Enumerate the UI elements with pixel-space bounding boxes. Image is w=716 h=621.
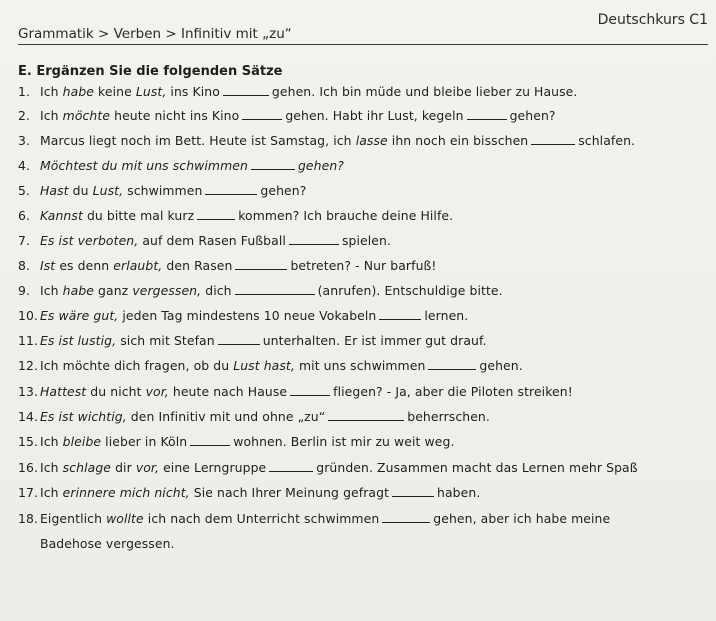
exercise-text: [40, 158, 344, 173]
course-title: Deutschkurs C1: [597, 12, 708, 28]
exercise-text: [40, 485, 480, 500]
text-segment: den Rasen: [162, 258, 233, 273]
text-segment: du bitte mal kurz: [82, 208, 195, 223]
exercise-item: [18, 409, 490, 424]
italic-phrase: Es ist wichtig,: [40, 409, 127, 424]
text-segment: spielen.: [341, 233, 391, 248]
italic-phrase: schlage: [62, 460, 112, 475]
exercise-item: [18, 460, 638, 475]
exercise-text: [40, 460, 638, 475]
exercise-number: 14.: [18, 409, 39, 424]
answer-blank[interactable]: [242, 108, 282, 120]
text-segment: jeden Tag mindestens 10 neue Vokabeln: [118, 308, 377, 323]
answer-blank[interactable]: [223, 84, 269, 96]
exercise-item: [18, 84, 577, 99]
exercise-text: [40, 133, 635, 148]
header-divider: [18, 44, 708, 45]
text-segment: ganz: [94, 283, 133, 298]
italic-phrase: Ist: [40, 258, 56, 273]
exercise-item: [18, 308, 468, 323]
text-segment: schwimmen: [123, 183, 203, 198]
exercise-text: [40, 333, 487, 348]
text-segment: gehen?: [260, 183, 307, 198]
exercise-number: 6.: [18, 208, 31, 223]
exercise-item: [18, 258, 437, 273]
exercise-item: [18, 183, 306, 198]
text-segment: heute nach Hause: [168, 384, 288, 399]
exercise-text: [40, 108, 556, 123]
text-segment: Sie nach Ihrer Meinung gefragt: [189, 485, 390, 500]
text-segment: schlafen.: [578, 133, 636, 148]
exercise-text: [40, 434, 455, 449]
exercise-text: [40, 358, 523, 373]
text-segment: dir: [111, 460, 136, 475]
exercise-item: [18, 358, 523, 373]
exercise-text: [40, 233, 391, 248]
italic-phrase: Es ist lustig,: [40, 333, 117, 348]
exercise-text: [40, 308, 468, 323]
section-title: E. Ergänzen Sie die folgenden Sätze: [18, 64, 283, 79]
exercise-text: [40, 258, 437, 273]
exercise-number: 17.: [18, 485, 39, 500]
italic-phrase: Es ist verboten,: [40, 233, 139, 248]
text-segment: gehen, aber ich habe meine: [433, 511, 611, 526]
text-segment: ich nach dem Unterricht schwimmen: [143, 511, 380, 526]
text-segment: lieber in Köln: [101, 434, 188, 449]
text-segment: keine: [94, 84, 136, 99]
italic-phrase: habe: [62, 283, 95, 298]
italic-phrase: lasse: [355, 133, 388, 148]
italic-phrase: möchte: [62, 108, 111, 123]
text-segment: wohnen. Berlin ist mir zu weit weg.: [233, 434, 455, 449]
exercise-text: [40, 84, 577, 99]
exercise-item: [18, 208, 453, 223]
exercise-text: [40, 511, 610, 526]
text-segment: gehen.: [479, 358, 523, 373]
exercise-number: 10.: [18, 308, 39, 323]
text-segment: Badehose vergessen.: [40, 536, 175, 551]
exercise-text: [40, 208, 453, 223]
answer-blank[interactable]: [392, 485, 434, 497]
exercise-number: 13.: [18, 384, 39, 399]
answer-blank[interactable]: [269, 460, 313, 472]
answer-blank[interactable]: [251, 158, 295, 170]
answer-blank[interactable]: [235, 283, 315, 295]
italic-phrase: bleibe: [62, 434, 102, 449]
exercise-item: [18, 133, 635, 148]
text-segment: lernen.: [424, 308, 469, 323]
text-segment: Marcus liegt noch im Bett. Heute ist Samstag, ich: [40, 133, 356, 148]
italic-phrase: Hattest: [40, 384, 87, 399]
italic-phrase: vergessen,: [132, 283, 202, 298]
exercise-item: [18, 333, 487, 348]
text-segment: Ich: [40, 485, 63, 500]
text-segment: eine Lerngruppe: [159, 460, 267, 475]
exercise-number: 16.: [18, 460, 39, 475]
exercise-item: [18, 233, 391, 248]
exercise-number: 7.: [18, 233, 31, 248]
italic-phrase: Hast: [40, 183, 69, 198]
answer-blank[interactable]: [531, 133, 575, 145]
exercise-text: [40, 409, 490, 424]
text-segment: Ich möchte dich fragen, ob du: [40, 358, 234, 373]
exercise-item: [18, 434, 455, 449]
text-segment: es denn: [55, 258, 114, 273]
exercise-number: 11.: [18, 333, 39, 348]
exercise-item: [18, 485, 480, 500]
exercise-text: [40, 536, 175, 551]
text-segment: Ich: [40, 460, 63, 475]
exercise-number: 8.: [18, 258, 31, 273]
exercise-text: [40, 183, 306, 198]
text-segment: Ich: [40, 434, 63, 449]
italic-phrase: wollte: [106, 511, 144, 526]
answer-blank[interactable]: [379, 308, 421, 320]
italic-phrase: Lust hast,: [233, 358, 295, 373]
text-segment: dich: [201, 283, 232, 298]
text-segment: haben.: [437, 485, 481, 500]
text-segment: kommen? Ich brauche deine Hilfe.: [238, 208, 454, 223]
text-segment: Eigentlich: [40, 511, 107, 526]
exercise-number: 12.: [18, 358, 39, 373]
italic-phrase: gehen?: [297, 158, 344, 173]
text-segment: Ich: [40, 84, 63, 99]
italic-phrase: erinnere mich nicht,: [62, 485, 190, 500]
text-segment: Ich: [40, 108, 63, 123]
exercise-item: [18, 511, 610, 526]
text-segment: (anrufen). Entschuldige bitte.: [317, 283, 503, 298]
text-segment: mit uns schwimmen: [294, 358, 426, 373]
exercise-text: [40, 283, 503, 298]
page-header: [0, 0, 716, 48]
text-segment: gehen. Ich bin müde und bleibe lieber zu Hause.: [271, 84, 578, 99]
exercise-item: [18, 158, 344, 173]
answer-blank[interactable]: [190, 434, 230, 446]
text-segment: gründen. Zusammen macht das Lernen mehr Spaß: [316, 460, 638, 475]
answer-blank[interactable]: [218, 333, 260, 345]
exercise-number: 18.: [18, 511, 39, 526]
exercise-item: [18, 283, 503, 298]
answer-blank[interactable]: [467, 108, 507, 120]
exercise-item: [18, 384, 573, 399]
answer-blank[interactable]: [197, 208, 235, 220]
exercise-item: [18, 108, 556, 123]
italic-phrase: Möchtest du mit uns schwimmen: [40, 158, 248, 173]
breadcrumb: Grammatik > Verben > Infinitiv mit „zu“: [18, 26, 292, 42]
answer-blank[interactable]: [382, 511, 430, 523]
text-segment: Ich: [40, 283, 63, 298]
italic-phrase: vor,: [145, 384, 169, 399]
italic-phrase: habe: [62, 84, 95, 99]
text-segment: den Infinitiv mit und ohne „zu“: [126, 409, 326, 424]
answer-blank[interactable]: [235, 258, 287, 270]
italic-phrase: erlaubt,: [113, 258, 163, 273]
text-segment: betreten? - Nur barfuß!: [290, 258, 437, 273]
exercise-number: 9.: [18, 283, 31, 298]
exercise-number: 5.: [18, 183, 31, 198]
text-segment: ihn noch ein bisschen: [387, 133, 529, 148]
answer-blank[interactable]: [428, 358, 476, 370]
text-segment: fliegen? - Ja, aber die Piloten streiken!: [333, 384, 573, 399]
text-segment: auf dem Rasen Fußball: [138, 233, 286, 248]
text-segment: sich mit Stefan: [116, 333, 215, 348]
exercise-item: [18, 536, 175, 551]
italic-phrase: Kannst: [40, 208, 83, 223]
answer-blank[interactable]: [290, 384, 330, 396]
exercise-number: 3.: [18, 133, 31, 148]
text-segment: heute nicht ins Kino: [110, 108, 240, 123]
italic-phrase: Es wäre gut,: [40, 308, 119, 323]
italic-phrase: Lust,: [135, 84, 167, 99]
text-segment: du: [68, 183, 93, 198]
text-segment: ins Kino: [166, 84, 220, 99]
text-segment: beherrschen.: [407, 409, 490, 424]
text-segment: du nicht: [86, 384, 146, 399]
exercise-text: [40, 384, 573, 399]
text-segment: gehen?: [509, 108, 556, 123]
answer-blank[interactable]: [328, 409, 404, 421]
exercise-number: 15.: [18, 434, 39, 449]
exercise-number: 1.: [18, 84, 31, 99]
italic-phrase: vor,: [135, 460, 160, 475]
exercise-number: 4.: [18, 158, 31, 173]
text-segment: unterhalten. Er ist immer gut drauf.: [262, 333, 487, 348]
answer-blank[interactable]: [205, 183, 257, 195]
answer-blank[interactable]: [289, 233, 339, 245]
text-segment: gehen. Habt ihr Lust, kegeln: [285, 108, 464, 123]
italic-phrase: Lust,: [92, 183, 124, 198]
exercise-number: 2.: [18, 108, 31, 123]
